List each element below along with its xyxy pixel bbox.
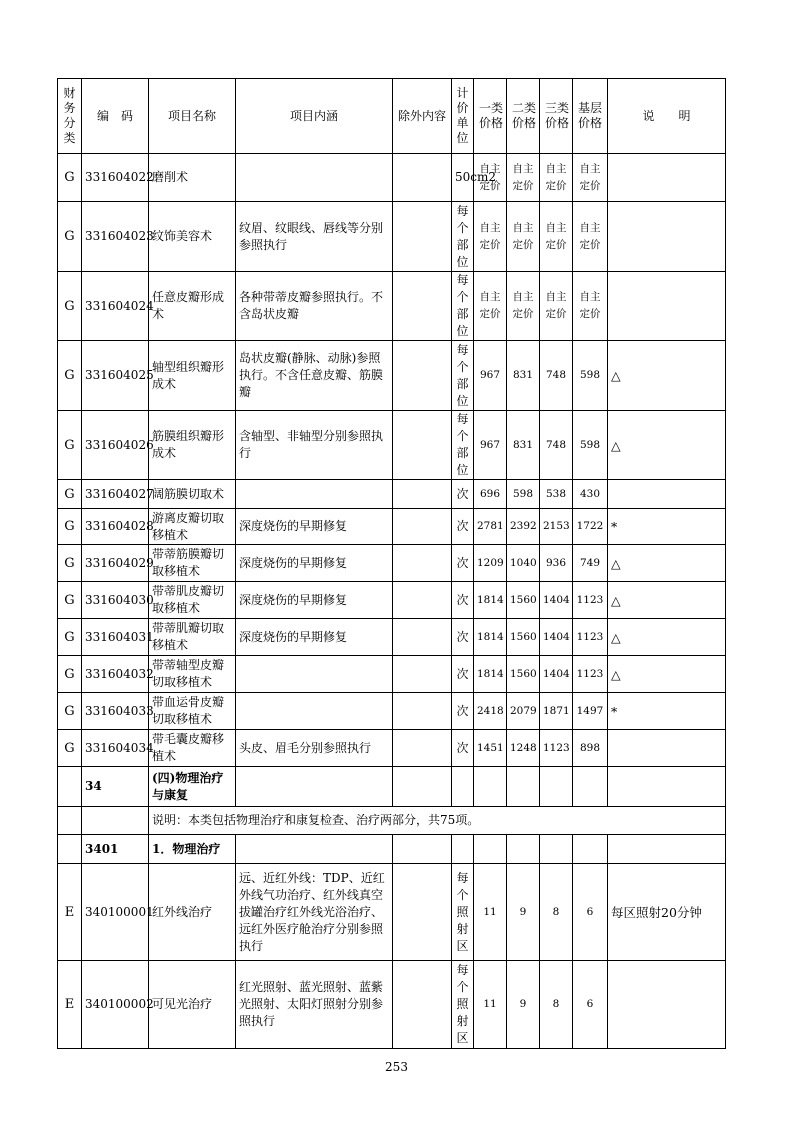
code-cell: 331604030 xyxy=(82,582,149,619)
section-row xyxy=(58,767,726,807)
price-4-cell: 598 xyxy=(573,341,608,411)
note-cell: △ xyxy=(608,582,726,619)
price-4-cell: 自主定价 xyxy=(573,154,608,202)
unit-cell xyxy=(452,767,474,807)
unit-cell: 次 xyxy=(452,619,474,656)
exclusion-cell xyxy=(393,835,452,864)
header-name: 项目名称 xyxy=(149,79,236,154)
table-row xyxy=(58,961,726,1049)
note-cell: △ xyxy=(608,411,726,480)
price-1-cell: 2781 xyxy=(474,509,507,545)
exclusion-cell xyxy=(393,202,452,272)
price-3-cell: 1404 xyxy=(540,619,573,656)
unit-cell: 每个部位 xyxy=(452,411,474,480)
price-1-cell: 自主定价 xyxy=(474,154,507,202)
header-note: 说 明 xyxy=(608,79,726,154)
section-description-row xyxy=(58,807,726,835)
code-cell: 331604034 xyxy=(82,730,149,767)
price-3-cell: 1404 xyxy=(540,582,573,619)
code-cell: 331604029 xyxy=(82,545,149,582)
note-cell xyxy=(608,202,726,272)
header-exclusions: 除外内容 xyxy=(393,79,452,154)
category-cell: G xyxy=(58,545,82,582)
price-3-cell xyxy=(540,767,573,807)
note-cell: * xyxy=(608,509,726,545)
price-3-cell: 自主定价 xyxy=(540,272,573,341)
code-cell: 331604033 xyxy=(82,693,149,730)
category-cell: G xyxy=(58,509,82,545)
price-1-cell: 11 xyxy=(474,961,507,1049)
price-1-cell: 自主定价 xyxy=(474,272,507,341)
category-cell: G xyxy=(58,730,82,767)
content-cell xyxy=(236,480,393,509)
unit-cell: 每个照射区 xyxy=(452,864,474,961)
code-cell: 331604027 xyxy=(82,480,149,509)
category-cell: G xyxy=(58,154,82,202)
exclusion-cell xyxy=(393,767,452,807)
fee-schedule-table xyxy=(57,78,726,1049)
price-4-cell: 6 xyxy=(573,961,608,1049)
exclusion-cell xyxy=(393,656,452,693)
price-2-cell: 831 xyxy=(507,411,540,480)
unit-cell xyxy=(452,835,474,864)
price-1-cell: 967 xyxy=(474,411,507,480)
price-3-cell: 748 xyxy=(540,341,573,411)
table-row xyxy=(58,154,726,202)
unit-cell: 次 xyxy=(452,656,474,693)
price-2-cell: 2392 xyxy=(507,509,540,545)
exclusion-cell xyxy=(393,411,452,480)
content-cell: 深度烧伤的早期修复 xyxy=(236,545,393,582)
table-row xyxy=(58,480,726,509)
price-4-cell: 1123 xyxy=(573,619,608,656)
page-number: 253 xyxy=(385,1060,408,1074)
note-cell xyxy=(608,767,726,807)
exclusion-cell xyxy=(393,961,452,1049)
header-unit: 计价单位 xyxy=(452,79,474,154)
price-1-cell: 1814 xyxy=(474,582,507,619)
price-4-cell: 自主定价 xyxy=(573,272,608,341)
content-cell: 各种带蒂皮瓣参照执行。不含岛状皮瓣 xyxy=(236,272,393,341)
name-cell: 游离皮瓣切取移植术 xyxy=(149,509,236,545)
price-2-cell xyxy=(507,767,540,807)
category-cell: G xyxy=(58,619,82,656)
note-cell xyxy=(608,272,726,341)
price-1-cell: 自主定价 xyxy=(474,202,507,272)
content-cell: 深度烧伤的早期修复 xyxy=(236,509,393,545)
price-1-cell: 696 xyxy=(474,480,507,509)
unit-cell: 次 xyxy=(452,480,474,509)
price-1-cell: 1814 xyxy=(474,656,507,693)
section-code: 34 xyxy=(82,767,149,807)
table-row xyxy=(58,202,726,272)
header-price-2: 二类价格 xyxy=(507,79,540,154)
price-3-cell: 1123 xyxy=(540,730,573,767)
unit-cell: 每个部位 xyxy=(452,202,474,272)
name-cell: 带血运骨皮瓣切取移植术 xyxy=(149,693,236,730)
code-cell: 331604023 xyxy=(82,202,149,272)
header-category: 财务分类 xyxy=(58,79,82,154)
price-2-cell: 自主定价 xyxy=(507,272,540,341)
category-cell: G xyxy=(58,480,82,509)
price-2-cell: 自主定价 xyxy=(507,154,540,202)
content-cell xyxy=(236,835,393,864)
name-cell: 带蒂肌瓣切取移植术 xyxy=(149,619,236,656)
price-2-cell: 598 xyxy=(507,480,540,509)
header-price-4: 基层价格 xyxy=(573,79,608,154)
note-cell: * xyxy=(608,693,726,730)
header-price-1: 一类价格 xyxy=(474,79,507,154)
price-3-cell: 936 xyxy=(540,545,573,582)
code-cell: 331604028 xyxy=(82,509,149,545)
category-cell xyxy=(58,807,82,835)
price-2-cell: 1560 xyxy=(507,619,540,656)
unit-cell: 次 xyxy=(452,509,474,545)
price-4-cell: 598 xyxy=(573,411,608,480)
table-row xyxy=(58,656,726,693)
code-cell: 331604026 xyxy=(82,411,149,480)
price-1-cell: 2418 xyxy=(474,693,507,730)
note-cell: 每区照射20分钟 xyxy=(608,864,726,961)
content-cell: 岛状皮瓣(静脉、动脉)参照执行。不含任意皮瓣、筋膜瓣 xyxy=(236,341,393,411)
content-cell: 深度烧伤的早期修复 xyxy=(236,582,393,619)
table-row xyxy=(58,341,726,411)
name-cell: 纹饰美容术 xyxy=(149,202,236,272)
content-cell: 纹眉、纹眼线、唇线等分别参照执行 xyxy=(236,202,393,272)
price-2-cell: 1560 xyxy=(507,656,540,693)
table-row xyxy=(58,411,726,480)
subsection-code: 3401 xyxy=(82,835,149,864)
code-cell: 331604022 xyxy=(82,154,149,202)
price-2-cell: 9 xyxy=(507,864,540,961)
unit-cell: 次 xyxy=(452,730,474,767)
price-3-cell: 1871 xyxy=(540,693,573,730)
header-content: 项目内涵 xyxy=(236,79,393,154)
content-cell: 含轴型、非轴型分别参照执行 xyxy=(236,411,393,480)
price-2-cell: 831 xyxy=(507,341,540,411)
exclusion-cell xyxy=(393,480,452,509)
content-cell xyxy=(236,656,393,693)
category-cell: G xyxy=(58,272,82,341)
unit-cell: 次 xyxy=(452,693,474,730)
code-cell: 331604025 xyxy=(82,341,149,411)
table-row xyxy=(58,509,726,545)
price-1-cell: 967 xyxy=(474,341,507,411)
exclusion-cell xyxy=(393,272,452,341)
table-row xyxy=(58,693,726,730)
exclusion-cell xyxy=(393,154,452,202)
unit-cell: 每个照射区 xyxy=(452,961,474,1049)
category-cell: G xyxy=(58,656,82,693)
category-cell: G xyxy=(58,693,82,730)
section-title: (四)物理治疗与康复 xyxy=(149,767,236,807)
table-row xyxy=(58,864,726,961)
header-row xyxy=(58,79,726,154)
price-3-cell: 8 xyxy=(540,961,573,1049)
price-1-cell xyxy=(474,767,507,807)
category-cell: E xyxy=(58,864,82,961)
content-cell xyxy=(236,767,393,807)
name-cell: 带蒂轴型皮瓣切取移植术 xyxy=(149,656,236,693)
name-cell: 任意皮瓣形成术 xyxy=(149,272,236,341)
name-cell: 阔筋膜切取术 xyxy=(149,480,236,509)
price-1-cell: 1814 xyxy=(474,619,507,656)
content-cell xyxy=(236,693,393,730)
exclusion-cell xyxy=(393,582,452,619)
price-3-cell: 8 xyxy=(540,864,573,961)
exclusion-cell xyxy=(393,864,452,961)
note-cell xyxy=(608,154,726,202)
note-cell: △ xyxy=(608,619,726,656)
category-cell xyxy=(58,835,82,864)
subsection-title: 1．物理治疗 xyxy=(149,835,236,864)
exclusion-cell xyxy=(393,730,452,767)
table-row xyxy=(58,545,726,582)
exclusion-cell xyxy=(393,619,452,656)
category-cell: G xyxy=(58,202,82,272)
content-cell: 头皮、眉毛分别参照执行 xyxy=(236,730,393,767)
price-3-cell: 748 xyxy=(540,411,573,480)
price-3-cell: 自主定价 xyxy=(540,154,573,202)
subsection-row xyxy=(58,835,726,864)
exclusion-cell xyxy=(393,545,452,582)
price-2-cell: 2079 xyxy=(507,693,540,730)
price-4-cell xyxy=(573,835,608,864)
table-row xyxy=(58,272,726,341)
name-cell: 筋膜组织瓣形成术 xyxy=(149,411,236,480)
name-cell: 带蒂肌皮瓣切取移植术 xyxy=(149,582,236,619)
code-cell: 340100001 xyxy=(82,864,149,961)
unit-cell: 次 xyxy=(452,545,474,582)
category-cell xyxy=(58,767,82,807)
unit-cell: 每个部位 xyxy=(452,341,474,411)
exclusion-cell xyxy=(393,509,452,545)
note-cell: △ xyxy=(608,341,726,411)
price-2-cell: 自主定价 xyxy=(507,202,540,272)
price-4-cell: 自主定价 xyxy=(573,202,608,272)
price-1-cell: 1209 xyxy=(474,545,507,582)
price-4-cell: 6 xyxy=(573,864,608,961)
note-cell xyxy=(608,730,726,767)
note-cell xyxy=(608,480,726,509)
code-cell xyxy=(82,807,149,835)
content-cell: 红光照射、蓝光照射、蓝紫光照射、太阳灯照射分别参照执行 xyxy=(236,961,393,1049)
price-3-cell xyxy=(540,835,573,864)
price-2-cell: 1040 xyxy=(507,545,540,582)
price-3-cell: 2153 xyxy=(540,509,573,545)
name-cell: 磨削术 xyxy=(149,154,236,202)
price-2-cell: 1560 xyxy=(507,582,540,619)
price-1-cell: 11 xyxy=(474,864,507,961)
table-row xyxy=(58,582,726,619)
note-cell xyxy=(608,835,726,864)
price-3-cell: 自主定价 xyxy=(540,202,573,272)
price-4-cell: 749 xyxy=(573,545,608,582)
price-4-cell: 430 xyxy=(573,480,608,509)
unit-cell: 次 xyxy=(452,582,474,619)
name-cell: 带蒂筋膜瓣切取移植术 xyxy=(149,545,236,582)
category-cell: E xyxy=(58,961,82,1049)
exclusion-cell xyxy=(393,693,452,730)
price-2-cell: 1248 xyxy=(507,730,540,767)
price-3-cell: 1404 xyxy=(540,656,573,693)
code-cell: 331604024 xyxy=(82,272,149,341)
unit-cell: 50cm2 xyxy=(452,154,474,202)
table-row xyxy=(58,619,726,656)
section-description: 说明：本类包括物理治疗和康复检查、治疗两部分，共75项。 xyxy=(149,807,726,835)
code-cell: 331604031 xyxy=(82,619,149,656)
price-4-cell: 1497 xyxy=(573,693,608,730)
price-1-cell: 1451 xyxy=(474,730,507,767)
category-cell: G xyxy=(58,582,82,619)
code-cell: 340100002 xyxy=(82,961,149,1049)
name-cell: 可见光治疗 xyxy=(149,961,236,1049)
price-2-cell xyxy=(507,835,540,864)
price-4-cell xyxy=(573,767,608,807)
header-code: 编 码 xyxy=(82,79,149,154)
code-cell: 331604032 xyxy=(82,656,149,693)
name-cell: 带毛囊皮瓣移植术 xyxy=(149,730,236,767)
table-row xyxy=(58,730,726,767)
price-2-cell: 9 xyxy=(507,961,540,1049)
exclusion-cell xyxy=(393,341,452,411)
price-4-cell: 898 xyxy=(573,730,608,767)
content-cell: 远、近红外线：TDP、近红外线气功治疗、红外线真空拔罐治疗红外线光浴治疗、远红外医疗舱治疗分别参照执行 xyxy=(236,864,393,961)
price-1-cell xyxy=(474,835,507,864)
price-4-cell: 1123 xyxy=(573,582,608,619)
price-4-cell: 1722 xyxy=(573,509,608,545)
category-cell: G xyxy=(58,341,82,411)
name-cell: 红外线治疗 xyxy=(149,864,236,961)
content-cell xyxy=(236,154,393,202)
content-cell: 深度烧伤的早期修复 xyxy=(236,619,393,656)
note-cell: △ xyxy=(608,656,726,693)
note-cell: △ xyxy=(608,545,726,582)
unit-cell: 每个部位 xyxy=(452,272,474,341)
header-price-3: 三类价格 xyxy=(540,79,573,154)
category-cell: G xyxy=(58,411,82,480)
name-cell: 轴型组织瓣形成术 xyxy=(149,341,236,411)
price-3-cell: 538 xyxy=(540,480,573,509)
price-4-cell: 1123 xyxy=(573,656,608,693)
note-cell xyxy=(608,961,726,1049)
